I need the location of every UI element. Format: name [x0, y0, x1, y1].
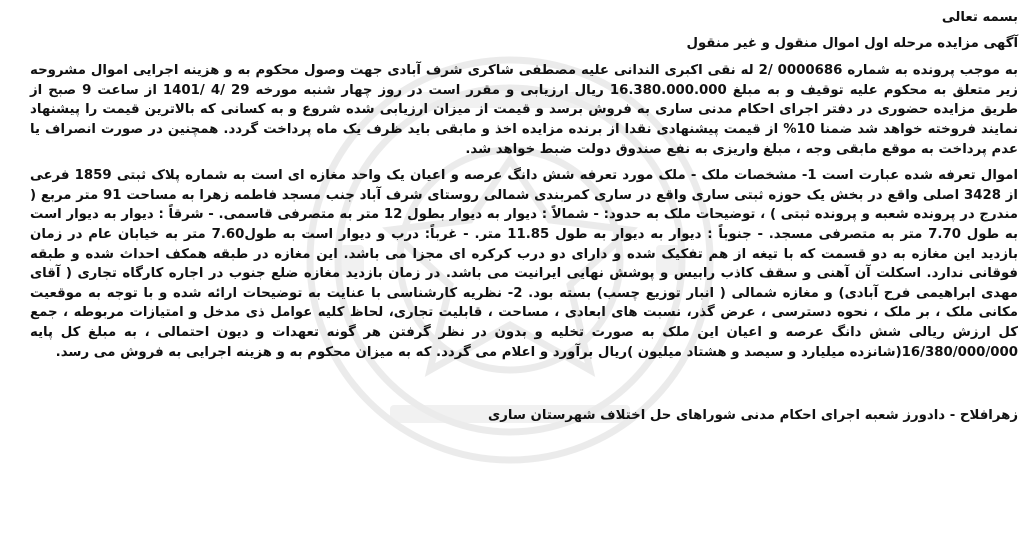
paragraph-1: به موجب پرونده به شماره 0000686 /2 له نقی اکبری الندانی علیه مصطفی شاکری شرف آبادی جهت وصول محکوم به و هزینه اجرایی اموال مشروحه زیر متعلق به محکوم علیه توقیف و به مبلغ 16.380.000.000 ریال ارزیابی و مقرر است در روز چهار شنبه مورخه 29 /4 /1401 از ساعت 9 صبح از طریق مزایده حضوری در دفتر اجرای احکام مدنی ساری به فروش برسد و قیمت از میزان ارزیابی شده شروع و به کسانی که بالاترین قیمت را پیشنهاد نمایند فروخته خواهد شد ضمنا 10% از قیمت پیشنهادی نقدا از برنده مزایده اخذ و مابقی باید ظرف یک ماه پرداخت گردد. همچنین در صورت انصراف یا عدم پرداخت به موقع مابقی وجه ، مبلغ واریزی به نفع صندوق دولت ضبط خواهد شد. — [30, 63, 1018, 157]
document-heading: بسمه تعالی — [941, 10, 1018, 25]
signature-line: زهرافلاح - دادورز شعبه اجرای احکام مدنی شوراهای حل اختلاف شهرستان ساری — [488, 408, 1018, 424]
paragraph-2: اموال تعرفه شده عبارت است 1- مشخصات ملک - ملک مورد تعرفه شش دانگ عرصه و اعیان یک واحد مغازه ای است به شماره پلاک ثبتی 1859 فرعی از 3428 اصلی واقع در بخش یک حوزه ثبتی ساری واقع در ساری کمربندی شمالی روستای شرف آباد جنب مسجد فاطمه زهرا به مساحت 91 متر مربع ( مندرج در پرونده شعبه و پرونده ثبتی ) ، توضیحات ملک به حدود: - شمالاً : دیوار به دیوار بطول 12 متر به متصرفی قاسمی. - شرقاً : دیوار به دیوار است به طول 7.70 متر به متصرفی مسجد. - جنوباً : دیوار به دیوار به طول 11.85 متر. - غرباً: درب و دیوار است به طول7.60 متر به خیابان عام در زمان بازدید این مغازه به دو قسمت که با تیغه از هم تفکیک شده و دارای دو درب کرکره ای مجزا می باشد. این مغازه در طبقه همکف احداث شده و طبقه فوقانی ندارد. اسکلت آن آهنی و سقف کاذب رابیس و پوشش نهایی ایرانیت می باشد. در زمان بازدید مغازه ضلع جنوب در اجاره کارگاه تجاری ( آقای مهدی ابراهیمی فرح آبادی) و مغازه شمالی ( انبار توزیع چسب) بسته بود. 2- نظریه کارشناسی با عنایت به توضیحات ارائه شده و با توجه به موقعیت مکانی ملک ، بر ملک ، نحوه دسترسی ، عرض گذر، نسبت های ابعادی ، مساحت ، قابلیت تجاری، لحاظ کلیه عوامل ذی مدخل و امتیازات مربوطه ، جمع کل ارزش ریالی شش دانگ عرصه و اعیان این ملک به صورت تخلیه و بدون در نظر گرفتن هر گونه تعهدات و دیون احتمالی ، به مبلغ کل پایه 16/380/000/000(شانزده میلیارد و سیصد و هشتاد میلیون )ریال برآورد و اعلام می گردد. که به میزان محکوم به و هزینه اجرایی به فروش می رسد. — [30, 168, 1019, 360]
document-title: آگهی مزایده مرحله اول اموال منقول و غیر منقول — [686, 35, 1018, 51]
notice-document — [30, 8, 1018, 426]
